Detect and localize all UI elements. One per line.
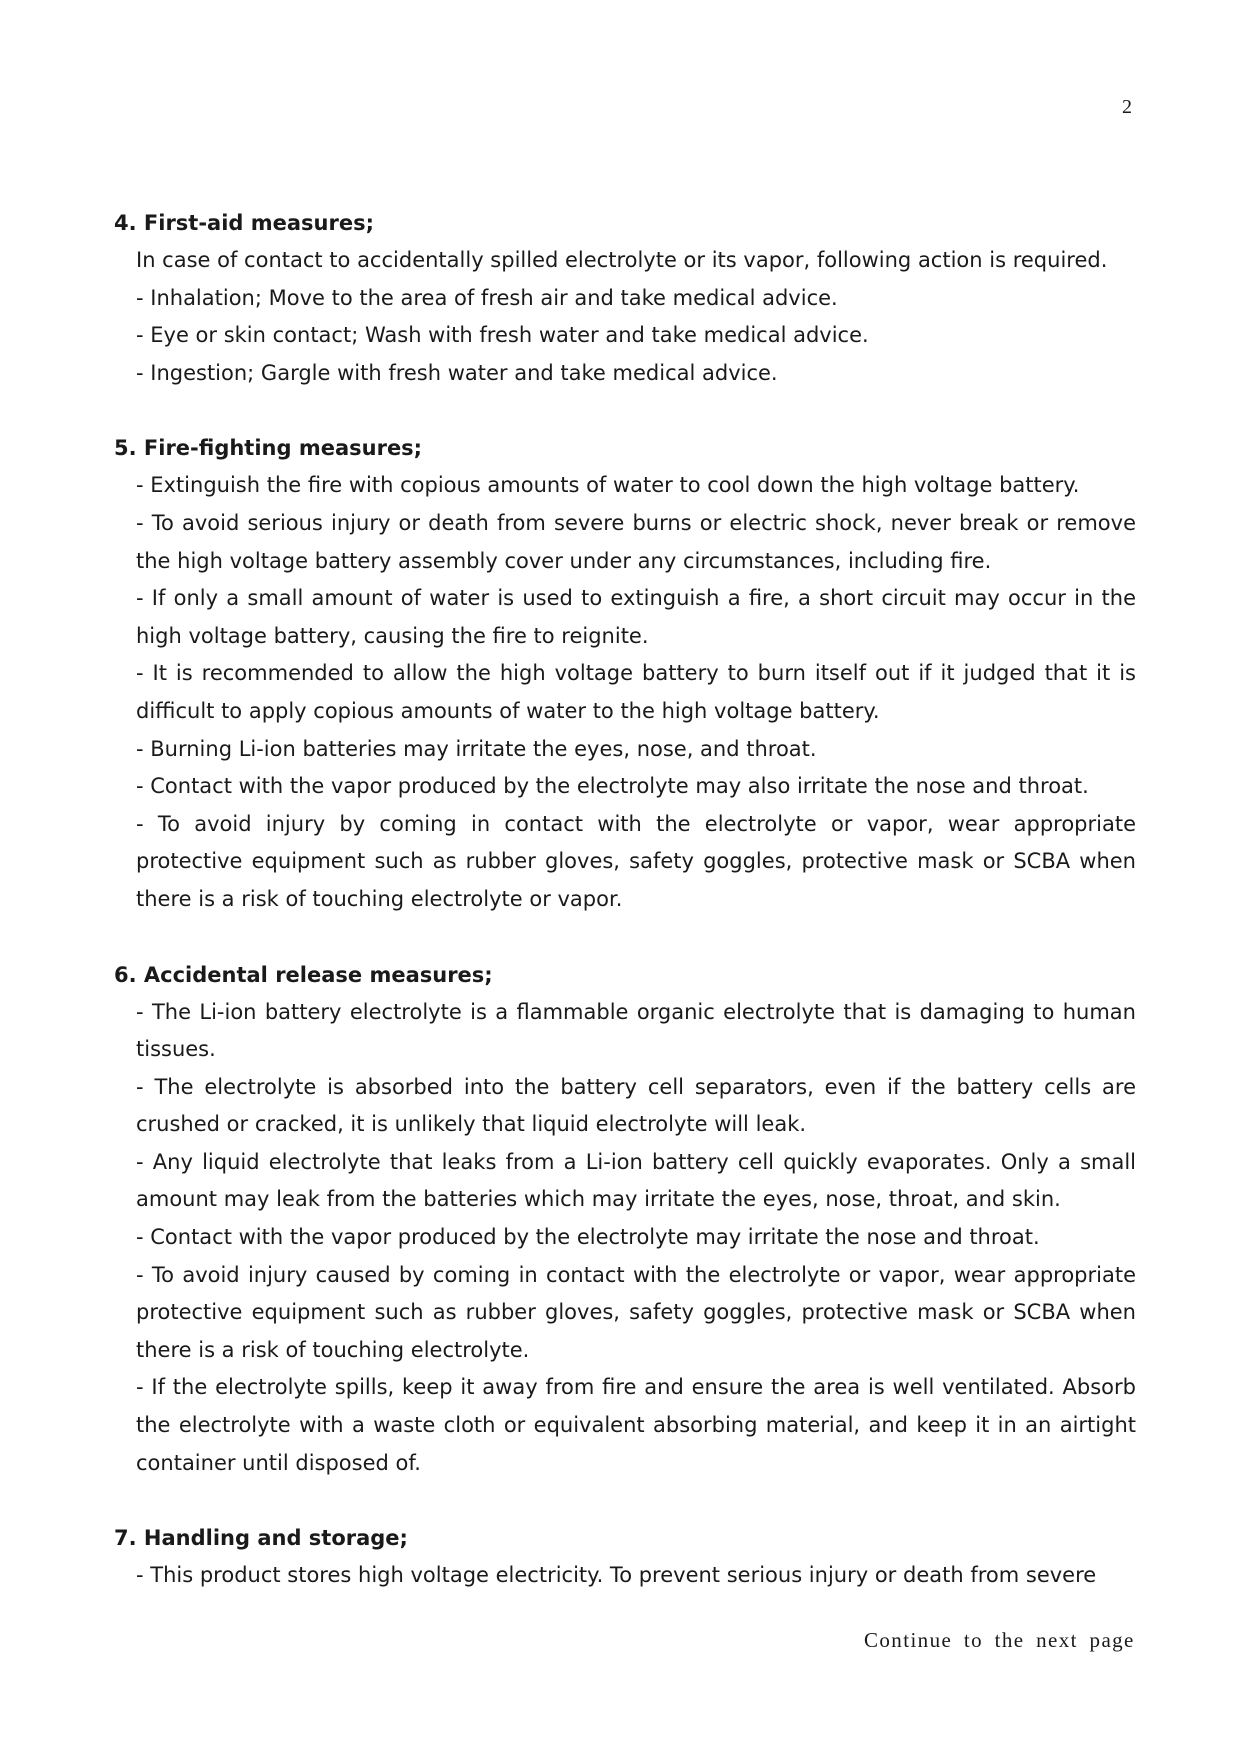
section-heading: 6. Accidental release measures;	[114, 962, 493, 987]
section-handling-storage	[114, 1519, 1136, 1595]
section-fire-fighting	[114, 429, 1136, 918]
document-body	[114, 204, 1136, 1632]
paragraph: - To avoid injury caused by coming in contact with the electrolyte or vapor, wear appropriate protective equipment such as rubber gloves, safety goggles, protective mask or SCBA when there is a risk of touching electrolyte.	[136, 1262, 1136, 1362]
paragraph: - It is recommended to allow the high voltage battery to burn itself out if it judged that it is difficult to apply copious amounts of water to the high voltage battery.	[136, 661, 1136, 723]
section-heading: 4. First-aid measures;	[114, 211, 375, 235]
continue-note: Continue to the next page	[864, 1628, 1135, 1652]
paragraph: - Contact with the vapor produced by the electrolyte may irritate the nose and throat.	[136, 1225, 1040, 1250]
page-number: 2	[1122, 96, 1132, 118]
paragraph: - Contact with the vapor produced by the electrolyte may also irritate the nose and throat.	[136, 774, 1089, 799]
paragraph: - To avoid injury by coming in contact with the electrolyte or vapor, wear appropriate protective equipment such as rubber gloves, safety goggles, protective mask or SCBA when there is a risk of touching electrolyte or vapor.	[136, 811, 1136, 911]
paragraph: - Ingestion; Gargle with fresh water and take medical advice.	[136, 360, 778, 385]
paragraph: - This product stores high voltage electricity. To prevent serious injury or death from severe	[136, 1563, 1097, 1588]
paragraph: In case of contact to accidentally spilled electrolyte or its vapor, following action is required.	[136, 248, 1108, 272]
paragraph: - If the electrolyte spills, keep it away from fire and ensure the area is well ventilated. Absorb the electrolyte with a waste cloth or equivalent absorbing material, and keep it in an airtight container until disposed of.	[136, 1375, 1136, 1475]
paragraph: - The electrolyte is absorbed into the battery cell separators, even if the battery cells are crushed or cracked, it is unlikely that liquid electrolyte will leak.	[136, 1074, 1136, 1137]
section-heading: 7. Handling and storage;	[114, 1526, 408, 1551]
paragraph: - Burning Li-ion batteries may irritate the eyes, nose, and throat.	[136, 736, 817, 761]
paragraph: - If only a small amount of water is used to extinguish a fire, a short circuit may occur in the high voltage battery, causing the fire to reignite.	[136, 586, 1136, 648]
section-first-aid	[114, 204, 1136, 392]
paragraph: - To avoid serious injury or death from severe burns or electric shock, never break or remove the high voltage battery assembly cover under any circumstances, including fire.	[136, 510, 1136, 573]
paragraph: - Inhalation; Move to the area of fresh air and take medical advice.	[136, 285, 838, 310]
paragraph: - Any liquid electrolyte that leaks from a Li-ion battery cell quickly evaporates. Only a small amount may leak from the batteries which may irritate the eyes, nose, throat, and skin.	[136, 1149, 1136, 1212]
section-heading: 5. Fire-fighting measures;	[114, 436, 423, 461]
paragraph: - The Li-ion battery electrolyte is a flammable organic electrolyte that is damaging to human tissues.	[136, 999, 1136, 1062]
paragraph: - Eye or skin contact; Wash with fresh water and take medical advice.	[136, 323, 869, 348]
section-accidental-release	[114, 956, 1136, 1483]
paragraph: - Extinguish the fire with copious amounts of water to cool down the high voltage battery.	[136, 473, 1080, 498]
